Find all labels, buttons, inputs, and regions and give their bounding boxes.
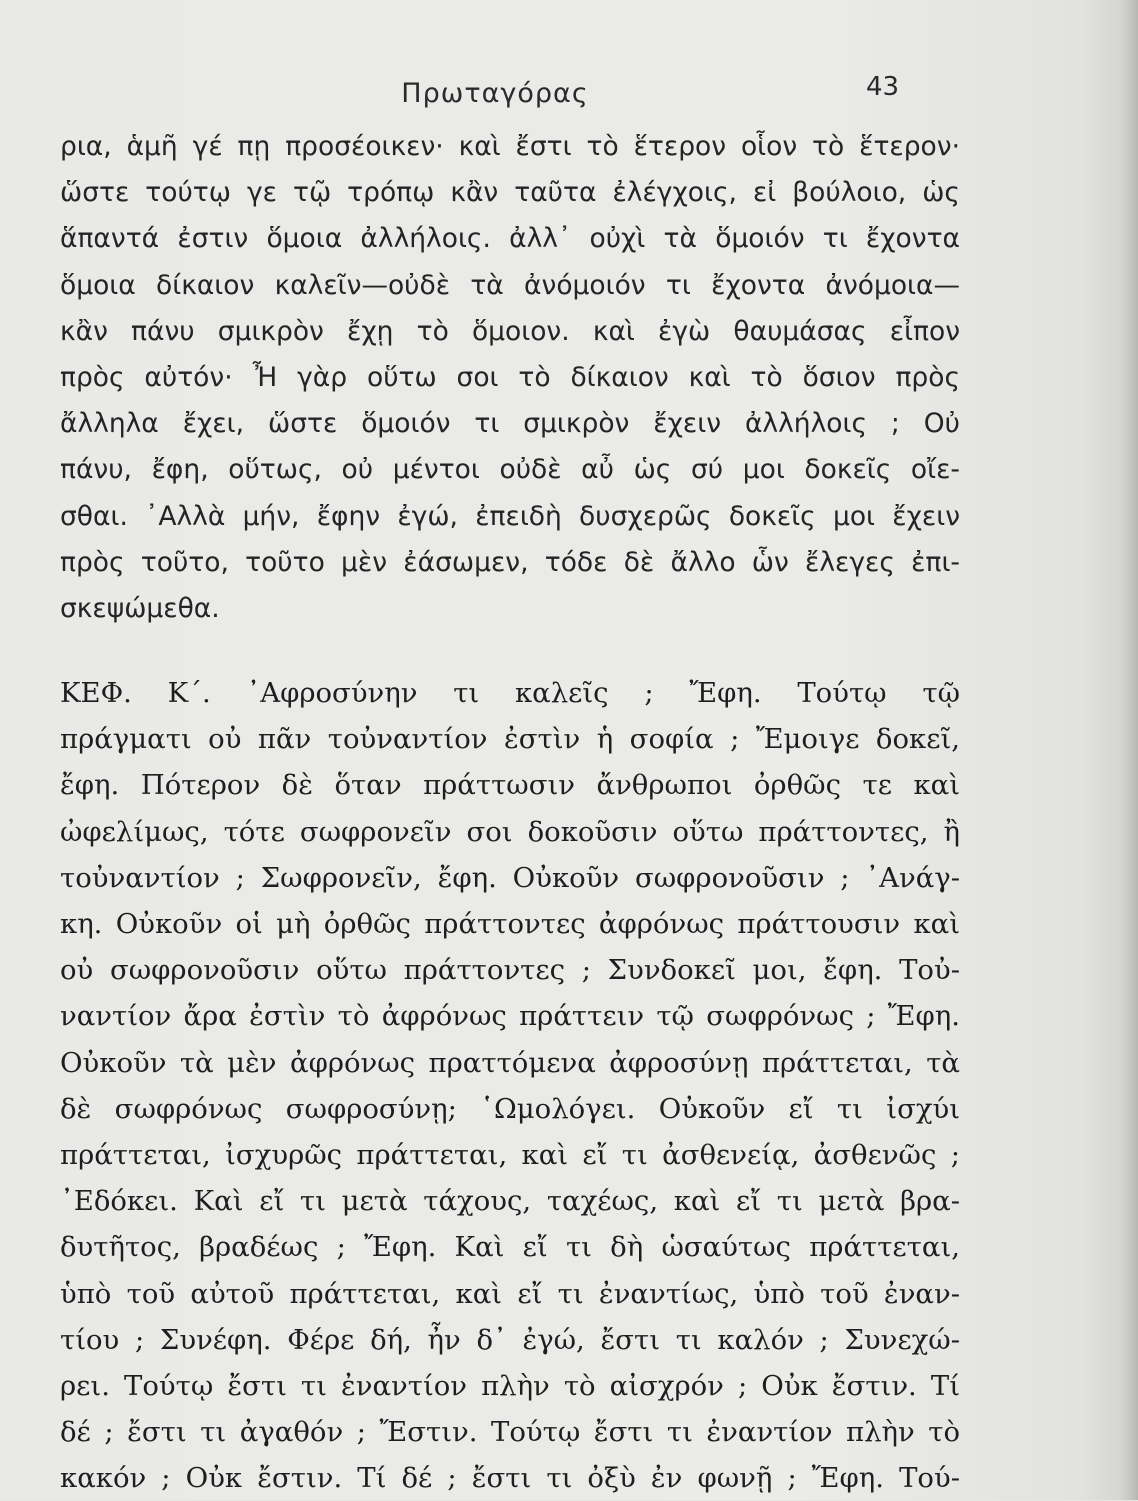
text-line: τοὐναντίον ; Σωφρονεῖν, ἔφη. Οὐκοῦν σωφρονοῦσιν ; ᾿Ανάγ- xyxy=(60,861,960,894)
text-line: κη. Οὐκοῦν οἱ μὴ ὀρθῶς πράττοντες ἀφρόνως πράττουσιν καὶ xyxy=(60,908,960,940)
text-line: πρὸς αὐτόν· Ἦ γὰρ οὕτω σοι τὸ δίκαιον καὶ τὸ ὅσιον πρὸς xyxy=(60,361,960,393)
text-block xyxy=(60,124,960,1501)
text-line: ᾿Εδόκει. Καὶ εἴ τι μετὰ τάχους, ταχέως, καὶ εἴ τι μετὰ βρα- xyxy=(60,1185,960,1218)
text-line: ἅπαντά ἐστιν ὅμοια ἀλλήλοις. ἀλλ᾿ οὐχὶ τὰ ὅμοιόν τι ἔχοντα xyxy=(60,223,960,255)
text-line: πράγματι οὐ πᾶν τοὐναντίον ἐστὶν ἡ σοφία ; Ἔμοιγε δοκεῖ, xyxy=(60,723,960,756)
chapter-heading-line: ΚΕΦ. Κ΄. ᾿Αφροσύνην τι καλεῖς ; Ἔφη. Τούτῳ τῷ xyxy=(60,677,960,710)
text-line: τίου ; Συνέφη. Φέρε δή, ἦν δ᾿ ἐγώ, ἔστι τι καλόν ; Συνεχώ- xyxy=(60,1323,960,1356)
text-line: δὲ σωφρόνως σωφροσύνῃ; ῾Ωμολόγει. Οὐκοῦν εἴ τι ἰσχύι xyxy=(60,1092,960,1125)
text-line: πράττεται, ἰσχυρῶς πράττεται, καὶ εἴ τι ἀσθενείᾳ, ἀσθενῶς ; xyxy=(60,1138,960,1171)
text-line: ρει. Τούτῳ ἔστι τι ἐναντίον πλὴν τὸ αἰσχρόν ; Οὐκ ἔστιν. Τί xyxy=(60,1369,960,1402)
text-line: ἄλληλα ἔχει, ὥστε ὅμοιόν τι σμικρὸν ἔχειν ἀλλήλοις ; Οὐ xyxy=(60,408,960,440)
text-line: Οὐκοῦν τὰ μὲν ἀφρόνως πραττόμενα ἀφροσύνῃ πράττεται, τὰ xyxy=(60,1046,960,1079)
text-line: κακόν ; Οὐκ ἔστιν. Τί δέ ; ἔστι τι ὀξὺ ἐν φωνῇ ; Ἔφη. Τού- xyxy=(60,1462,960,1495)
paragraph-gap xyxy=(60,632,960,670)
text-line: ρια, ἁμῆ γέ πῃ προσέοικεν· καὶ ἔστι τὸ ἕτερον οἷον τὸ ἕτερον· xyxy=(60,131,960,162)
text-line: ὥστε τούτῳ γε τῷ τρόπῳ κἂν ταῦτα ἐλέγχοις, εἰ βούλοιο, ὡς xyxy=(60,177,960,209)
text-line: πάνυ, ἔφη, οὕτως, οὐ μέντοι οὐδὲ αὖ ὡς σύ μοι δοκεῖς οἴε- xyxy=(60,454,960,486)
text-line: κἂν πάνυ σμικρὸν ἔχῃ τὸ ὅμοιον. καὶ ἐγὼ θαυμάσας εἶπον xyxy=(60,315,960,347)
page-number: 43 xyxy=(866,72,900,102)
paragraph-1 xyxy=(60,124,960,632)
text-line: ναντίον ἄρα ἐστὶν τὸ ἀφρόνως πράττειν τῷ σωφρόνως ; Ἔφη. xyxy=(60,1000,960,1033)
page-edge-shadow xyxy=(1120,0,1138,1500)
text-line: δέ ; ἔστι τι ἀγαθόν ; Ἔστιν. Τούτῳ ἔστι τι ἐναντίον πλὴν τὸ xyxy=(60,1416,960,1449)
text-line: σθαι. ᾿Αλλὰ μήν, ἔφην ἐγώ, ἐπειδὴ δυσχερῶς δοκεῖς μοι ἔχειν xyxy=(60,500,960,532)
text-line: σκεψώμεθα. xyxy=(60,592,220,624)
text-line: πρὸς τοῦτο, τοῦτο μὲν ἐάσωμεν, τόδε δὲ ἄλλο ὧν ἔλεγες ἐπι- xyxy=(60,546,960,578)
text-line: δυτῆτος, βραδέως ; Ἔφη. Καὶ εἴ τι δὴ ὡσαύτως πράττεται, xyxy=(60,1231,960,1264)
text-line: ὠφελίμως, τότε σωφρονεῖν σοι δοκοῦσιν οὕτω πράττοντες, ἢ xyxy=(60,815,960,848)
text-line: ὑπὸ τοῦ αὐτοῦ πράττεται, καὶ εἴ τι ἐναντίως, ὑπὸ τοῦ ἐναν- xyxy=(60,1277,960,1310)
text-line: οὐ σωφρονοῦσιν οὕτω πράττοντες ; Συνδοκεῖ μοι, ἔφη. Τοὐ- xyxy=(60,954,960,987)
text-line: ἔφη. Πότερον δὲ ὅταν πράττωσιν ἄνθρωποι ὀρθῶς τε καὶ xyxy=(60,769,960,802)
paragraph-2 xyxy=(60,670,960,1501)
running-title: Πρωταγόρας xyxy=(401,78,589,109)
text-line: ὅμοια δίκαιον καλεῖν—οὐδὲ τὰ ἀνόμοιόν τι ἔχοντα ἀνόμοια— xyxy=(60,269,960,301)
